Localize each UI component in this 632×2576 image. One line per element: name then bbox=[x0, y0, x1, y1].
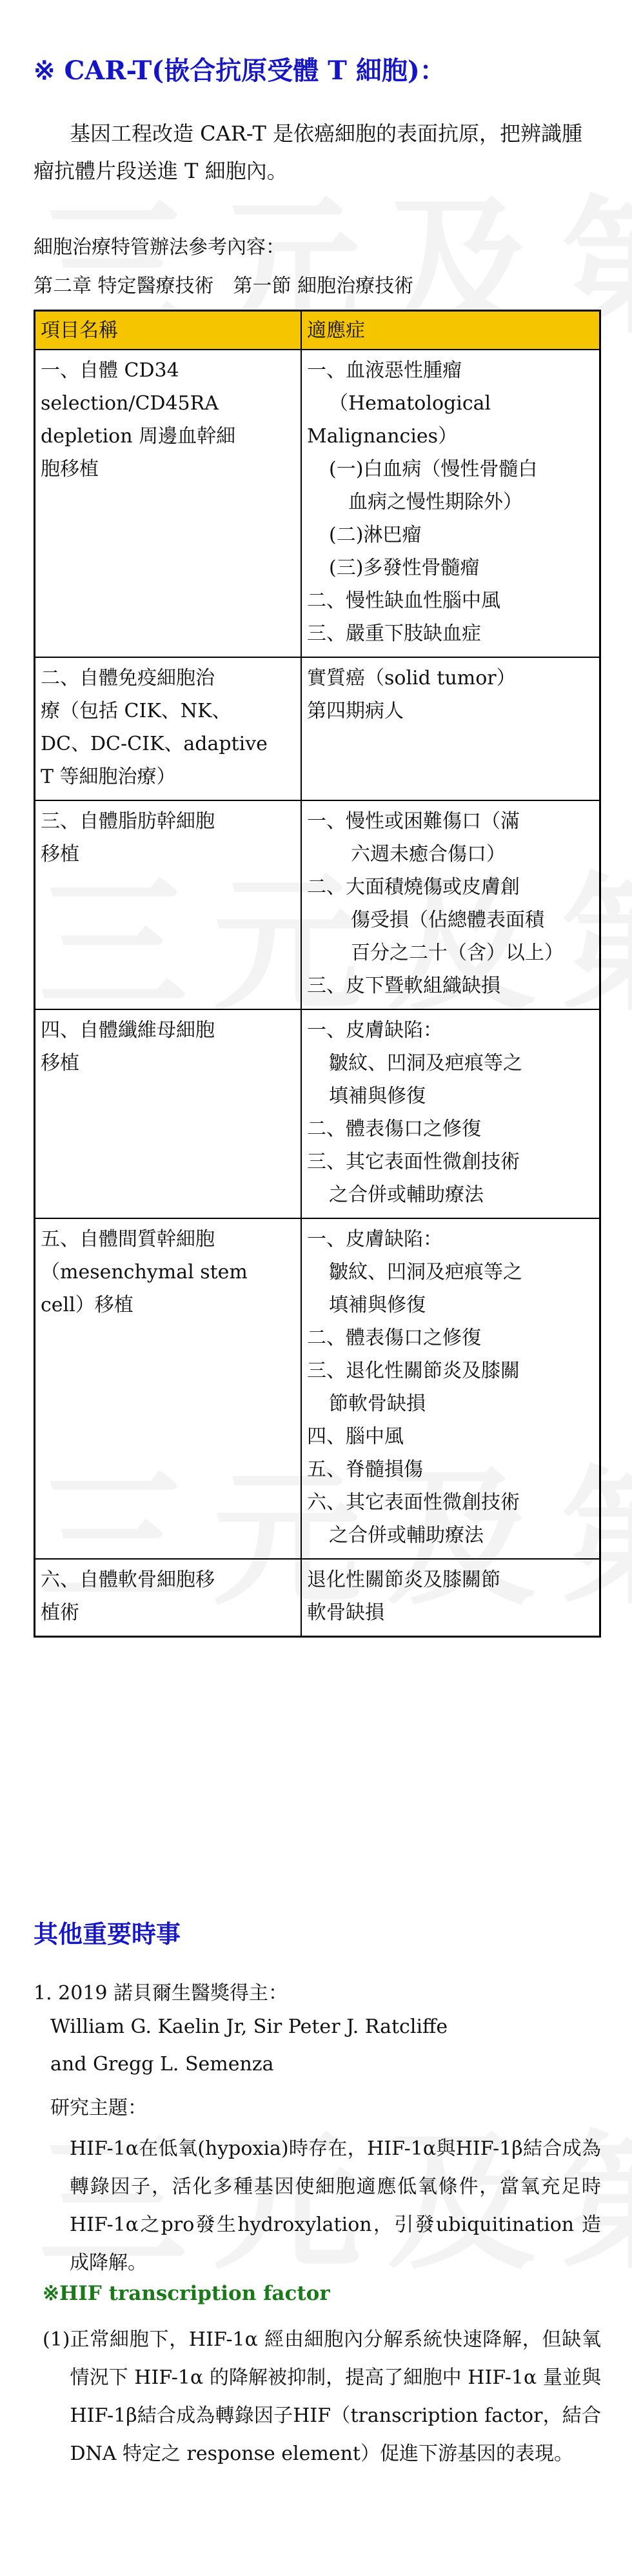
item-name-line: 移植 bbox=[41, 843, 79, 866]
indication-line: 二、大面積燒傷或皮膚創 bbox=[307, 876, 520, 898]
item-name-line: DC、DC-CIK、adaptive bbox=[41, 733, 268, 755]
indications-cell bbox=[301, 657, 600, 800]
indication-line: 傷受損（佔總體表面積 bbox=[351, 909, 544, 931]
item-name-cell bbox=[35, 1218, 302, 1559]
intro-paragraph: 基因工程改造 CAR-T 是依癌細胞的表面抗原，把辨識腫瘤抗體片段送進 T 細胞內。 bbox=[34, 121, 583, 183]
indication-line: 節軟骨缺損 bbox=[329, 1392, 426, 1415]
indication-line: 三、其它表面性微創技術 bbox=[307, 1151, 520, 1173]
indications-cell bbox=[301, 1559, 600, 1637]
indication-line: 血病之慢性期除外） bbox=[348, 491, 522, 513]
reference-line-2: 第二章 特定醫療技術 第一節 細胞治療技術 bbox=[34, 275, 414, 297]
item-name-line: 六、自體軟骨細胞移 bbox=[41, 1569, 215, 1591]
header-item-name: 項目名稱 bbox=[35, 311, 302, 350]
nobel-line: 1. 2019 諾貝爾生醫獎得主： bbox=[34, 1982, 288, 2005]
page-title: ※ CAR-T(嵌合抗原受體 T 細胞)： bbox=[34, 55, 446, 86]
item-name-line: （mesenchymal stem bbox=[41, 1261, 248, 1283]
indication-line: 二、體表傷口之修復 bbox=[307, 1327, 481, 1349]
indication-line: 一、皮膚缺陷： bbox=[307, 1228, 442, 1251]
item-name-line: 二、自體免疫細胞治 bbox=[41, 667, 215, 689]
laureates-line-2: and Gregg L. Semenza bbox=[50, 2053, 274, 2076]
item-name-line: 胞移植 bbox=[41, 458, 99, 481]
table-row bbox=[35, 657, 600, 800]
indication-line: 四、腦中風 bbox=[307, 1425, 404, 1448]
point-1-text: 正常細胞下，HIF-1α 經由細胞內分解系統快速降解，但缺氧情況下 HIF-1α 的降解被抑制，提高了細胞中 HIF-1α 量並與 HIF-1β結合成為轉錄因子HIF（transcription factor，結合 DNA 特定之 response element）促進下游基因的表現。 bbox=[70, 2328, 601, 2465]
item-name-cell bbox=[35, 1559, 302, 1637]
indication-line: 皺紋、凹洞及疤痕等之 bbox=[329, 1261, 522, 1283]
indication-line: 實質癌（solid tumor） bbox=[307, 667, 516, 689]
item-name-line: 五、自體間質幹細胞 bbox=[41, 1228, 215, 1251]
indications-cell bbox=[301, 1009, 600, 1218]
indication-line: 五、脊髓損傷 bbox=[307, 1458, 423, 1481]
item-name-cell bbox=[35, 1009, 302, 1218]
table-row bbox=[35, 800, 600, 1009]
item-name-line: 四、自體纖維母細胞 bbox=[41, 1019, 215, 1042]
indication-line: 退化性關節炎及膝關節 bbox=[307, 1569, 500, 1591]
topic-text: HIF-1α在低氧(hypoxia)時存在，HIF-1α與HIF-1β結合成為轉錄因子，活化多種基因使細胞適應低氧條件，當氧充足時 HIF-1α之pro發生hydroxylation，引發ubiquitination 造成降解。 bbox=[70, 2137, 601, 2274]
indication-line: 之合併或輔助療法 bbox=[329, 1184, 484, 1206]
indication-line: 一、血液惡性腫瘤 bbox=[307, 359, 462, 382]
indication-line: 六週未癒合傷口） bbox=[351, 843, 506, 866]
header-indications: 適應症 bbox=[301, 311, 600, 350]
table-row bbox=[35, 1218, 600, 1559]
indication-line: 三、退化性關節炎及膝關 bbox=[307, 1360, 520, 1382]
indication-line: （Hematological bbox=[329, 392, 491, 415]
hif-heading: HIF transcription factor bbox=[59, 2282, 330, 2305]
item-name-line: cell）移植 bbox=[41, 1294, 133, 1316]
item-name-line: T 等細胞治療） bbox=[41, 766, 176, 788]
indication-line: (三)多發性骨髓瘤 bbox=[329, 557, 480, 579]
table-header-row bbox=[35, 311, 600, 350]
item-name-line: 植術 bbox=[41, 1601, 79, 1624]
table-row bbox=[35, 1559, 600, 1637]
table-row bbox=[35, 350, 600, 657]
indication-line: 二、慢性缺血性腦中風 bbox=[307, 590, 500, 612]
reference-line-1: 細胞治療特管辦法參考內容： bbox=[34, 236, 285, 259]
item-name-cell bbox=[35, 657, 302, 800]
item-name-cell bbox=[35, 350, 302, 657]
indications-cell bbox=[301, 350, 600, 657]
indication-line: 第四期病人 bbox=[307, 700, 404, 722]
cell-therapy-table bbox=[34, 310, 601, 1638]
hif-mark: ※ bbox=[43, 2282, 59, 2305]
item-name-line: 一、自體 CD34 bbox=[41, 359, 179, 382]
item-name-line: 三、自體脂肪幹細胞 bbox=[41, 810, 215, 833]
point-1-number: (1) bbox=[43, 2328, 70, 2351]
indication-line: 填補與修復 bbox=[329, 1294, 426, 1316]
item-name-line: 移植 bbox=[41, 1052, 79, 1075]
laureates-line-1: William G. Kaelin Jr, Sir Peter J. Ratcliffe bbox=[50, 2016, 448, 2038]
item-name-cell bbox=[35, 800, 302, 1009]
indication-line: 三、嚴重下肢缺血症 bbox=[307, 622, 481, 645]
indication-line: Malignancies） bbox=[307, 425, 458, 448]
item-name-line: selection/CD45RA bbox=[41, 392, 219, 415]
indication-line: 填補與修復 bbox=[329, 1085, 426, 1107]
indication-line: 軟骨缺損 bbox=[307, 1601, 384, 1624]
indications-cell bbox=[301, 800, 600, 1009]
indication-line: 一、慢性或困難傷口（滿 bbox=[307, 810, 520, 833]
indication-line: 百分之二十（含）以上） bbox=[351, 942, 564, 964]
hif-heading-line bbox=[43, 2282, 610, 2305]
indication-line: 之合併或輔助療法 bbox=[329, 1524, 484, 1547]
section-heading: 其他重要時事 bbox=[34, 1919, 181, 1948]
item-name-line: 療（包括 CIK、NK、 bbox=[41, 700, 232, 722]
topic-label: 研究主題： bbox=[50, 2097, 147, 2119]
indication-line: 二、體表傷口之修復 bbox=[307, 1118, 481, 1140]
indication-line: 六、其它表面性微創技術 bbox=[307, 1491, 520, 1514]
indication-line: 三、皮下暨軟組織缺損 bbox=[307, 975, 500, 997]
indications-cell bbox=[301, 1218, 600, 1559]
indication-line: 皺紋、凹洞及疤痕等之 bbox=[329, 1052, 522, 1075]
indication-line: (二)淋巴瘤 bbox=[329, 524, 422, 546]
hif-point-1 bbox=[43, 2321, 601, 2473]
item-name-line: depletion 周邊血幹細 bbox=[41, 425, 236, 448]
table-row bbox=[35, 1009, 600, 1218]
indication-line: 一、皮膚缺陷： bbox=[307, 1019, 442, 1042]
indication-line: (一)白血病（慢性骨髓白 bbox=[329, 458, 538, 481]
